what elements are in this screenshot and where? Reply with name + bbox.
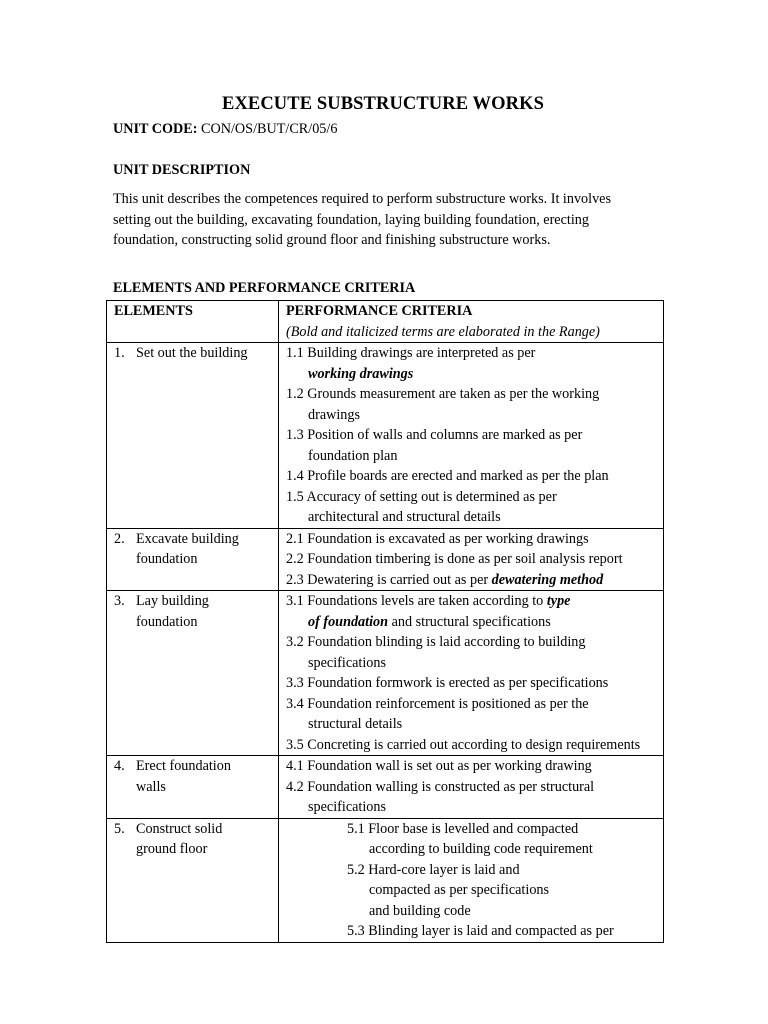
- criterion: 2.1 Foundation is excavated as per working drawings: [286, 530, 589, 547]
- element-number: 2.: [114, 530, 125, 547]
- element-number: 1.: [114, 345, 125, 361]
- range-term: type: [546, 593, 571, 609]
- element-label: Erect foundation: [136, 758, 231, 774]
- criterion: 1.5 Accuracy of setting out is determined as per: [286, 488, 557, 505]
- criteria-cell: [279, 591, 664, 756]
- table-header-row: [107, 301, 664, 343]
- table-row: [107, 818, 664, 942]
- element-number: 4.: [114, 758, 125, 774]
- element-cell: [107, 756, 279, 819]
- criteria-cell: [279, 528, 664, 591]
- criterion-continuation: compacted as per specifications: [369, 882, 550, 898]
- criterion: 3.4 Foundation reinforcement is positioned as per the: [286, 695, 589, 712]
- header-performance-criteria: PERFORMANCE CRITERIA: [286, 303, 473, 319]
- element-label: Excavate building: [136, 530, 239, 547]
- criterion: 3.3 Foundation formwork is erected as per specifications: [286, 675, 609, 691]
- criterion: 4.1 Foundation wall is set out as per working drawing: [286, 758, 592, 774]
- criterion: 1.3 Position of walls and columns are marked as per: [286, 427, 583, 443]
- criterion-continuation: architectural and structural details: [308, 509, 501, 525]
- element-number: 3.: [114, 593, 125, 609]
- document-title: EXECUTE SUBSTRUCTURE WORKS: [222, 94, 544, 114]
- description-line: foundation, constructing solid ground floor and finishing substructure works.: [113, 232, 551, 248]
- criterion: 1.1 Building drawings are interpreted as per: [286, 345, 536, 361]
- criterion-continuation: structural details: [308, 716, 403, 732]
- criterion: 5.2 Hard-core layer is laid and: [347, 861, 520, 878]
- criterion-continuation: according to building code requirement: [369, 841, 593, 857]
- criterion: 2.2 Foundation timbering is done as per soil analysis report: [286, 551, 623, 567]
- elements-heading: ELEMENTS AND PERFORMANCE CRITERIA: [113, 280, 416, 296]
- element-label-continuation: walls: [136, 778, 166, 795]
- unit-code-value: CON/OS/BUT/CR/05/6: [201, 121, 338, 137]
- element-cell: [107, 343, 279, 529]
- element-label-continuation: ground floor: [136, 841, 208, 857]
- element-cell: [107, 528, 279, 591]
- elements-criteria-table: [106, 300, 664, 943]
- criterion-continuation: specifications: [308, 799, 387, 815]
- criterion: 3.5 Concreting is carried out according to design requirements: [286, 736, 641, 753]
- criterion: 3.1 Foundations levels are taken according to type: [286, 593, 571, 609]
- element-label: Set out the building: [136, 345, 248, 361]
- element-label-continuation: foundation: [136, 613, 198, 630]
- header-criteria-cell: [279, 301, 664, 343]
- element-label-continuation: foundation: [136, 551, 198, 567]
- description-line: setting out the building, excavating foundation, laying building foundation, erecting: [113, 211, 589, 228]
- header-elements-cell: [107, 301, 279, 343]
- table-row: [107, 756, 664, 819]
- criterion-continuation: of foundation and structural specifications: [308, 613, 551, 630]
- element-number: 5.: [114, 820, 125, 837]
- unit-code-line: [113, 121, 337, 138]
- unit-description-text: [113, 189, 673, 251]
- header-elements: ELEMENTS: [114, 303, 193, 319]
- criterion: 2.3 Dewatering is carried out as per dewatering method: [286, 571, 604, 588]
- criteria-cell: [279, 818, 664, 942]
- element-label: Construct solid: [136, 820, 223, 837]
- criterion: 1.2 Grounds measurement are taken as per the working: [286, 386, 600, 402]
- criterion: 4.2 Foundation walling is constructed as per structural: [286, 778, 595, 795]
- unit-description-heading: UNIT DESCRIPTION: [113, 162, 251, 178]
- criterion-continuation: specifications: [308, 654, 387, 671]
- criterion-continuation: foundation plan: [308, 447, 398, 464]
- criterion: 3.2 Foundation blinding is laid according to building: [286, 634, 586, 650]
- element-cell: [107, 818, 279, 942]
- criterion-continuation: and building code: [369, 902, 471, 919]
- range-term: dewatering method: [491, 571, 604, 588]
- table-row: [107, 591, 664, 756]
- range-term: of foundation: [308, 613, 389, 630]
- header-range-note: (Bold and italicized terms are elaborated in the Range): [286, 323, 600, 340]
- element-label: Lay building: [136, 593, 209, 609]
- range-term: working drawings: [308, 365, 414, 382]
- criterion: 1.4 Profile boards are erected and marked as per the plan: [286, 468, 609, 484]
- table-row: [107, 528, 664, 591]
- criterion-continuation: drawings: [308, 406, 361, 423]
- criterion: 5.1 Floor base is levelled and compacted: [347, 820, 579, 837]
- table-row: [107, 343, 664, 529]
- criterion: 5.3 Blinding layer is laid and compacted as per: [347, 923, 614, 939]
- element-cell: [107, 591, 279, 756]
- description-line: This unit describes the competences required to perform substructure works. It involves: [113, 191, 612, 207]
- criteria-cell: [279, 343, 664, 529]
- criteria-cell: [279, 756, 664, 819]
- unit-code-label: UNIT CODE:: [113, 121, 198, 137]
